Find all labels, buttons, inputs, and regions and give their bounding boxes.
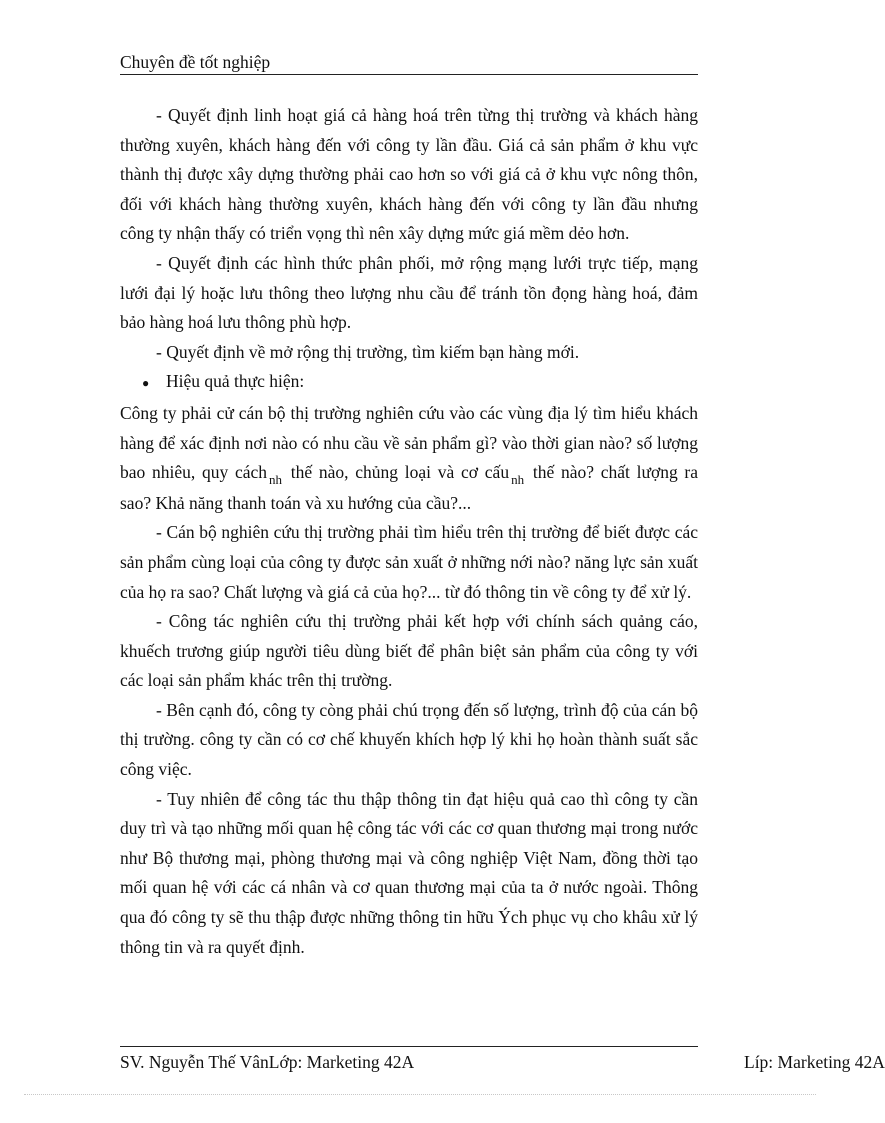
paragraph-distribution: - Quyết định các hình thức phân phối, mở rộng mạng lưới trực tiếp, mạng lưới đại lý hoặc lưu thông theo lượng nhu cầu để tránh tồn đọng hàng hoá, đảm bảo hàng hoá lưu thông phù hợp.	[120, 252, 698, 333]
bullet-label: Hiệu quả thực hiện:	[166, 371, 305, 392]
research-text-part-1: Công ty phải cử cán bộ thị trường nghiên cứu vào các vùng địa lý tìm hiểu khách hàng để xác định nơi nào có nhu cầu về sản phẩm gì? vào thời gian nào? số lượng bao nhiêu, quy cách	[120, 402, 698, 483]
footer-divider	[120, 1046, 698, 1047]
paragraph-market-expansion: - Quyết định về mở rộng thị trường, tìm kiếm bạn hàng mới.	[156, 341, 580, 362]
page-header	[120, 51, 698, 75]
header-title: Chuyên đề tốt nghiệp	[120, 52, 271, 72]
paragraph-advertising: - Công tác nghiên cứu thị trường phải kết hợp với chính sách quảng cáo, khuếch trương giúp người tiêu dùng biết để phân biệt sản phẩm của công ty với các loại sản phẩm khác trên thị trường.	[120, 611, 698, 691]
document-body	[120, 101, 698, 962]
bullet-dot-icon: ●	[142, 376, 150, 391]
research-subscript-1: nh	[269, 472, 283, 488]
paragraph-competitors: - Cán bộ nghiên cứu thị trường phải tìm hiểu trên thị trường để biết được các sản phẩm cùng loại của công ty được sản xuất ở những nới nào? năng lực sản xuất của họ ra sao? Chất lượng và giá cả của họ?... từ đó thông tin về công ty để xử lý.	[120, 522, 698, 602]
page-bottom-dotted-line	[24, 1094, 816, 1095]
footer-author: SV. Nguyễn Thế VânLớp: Marketing 42A	[120, 1052, 415, 1072]
research-text-part-2: thế nào, chủng loại và cơ cấu	[290, 462, 510, 483]
bullet-item	[120, 367, 698, 399]
paragraph-staff: - Bên cạnh đó, công ty còng phải chú trọng đến số lượng, trình độ của cán bộ thị trường. công ty cần có cơ chế khuyến khích hợp lý khi họ hoàn thành suất sắc công việc.	[120, 699, 698, 780]
research-text-part-3: thế nào? chất lượng ra sao? Khả năng thanh toán và xu hướng của cầu?...	[120, 462, 699, 513]
paragraph-pricing: - Quyết định linh hoạt giá cả hàng hoá trên từng thị trường và khách hàng thường xuyên, khách hàng đến với công ty lần đầu. Giá cả sản phẩm ở khu vực thành thị được xây dựng thường phải cao hơn so với giá cả ở khu vực nông thôn, đối với khách hàng thường xuyên, khách hàng đến với công ty lần đầu nhưng công ty nhận thấy có triển vọng thì nên xây dựng mức giá mềm dẻo hơn.	[120, 105, 698, 244]
research-subscript-2: nh	[511, 472, 525, 488]
paragraph-relations: - Tuy nhiên để công tác thu thập thông tin đạt hiệu quả cao thì công ty cần duy trì và tạo những mối quan hệ công tác với các cơ quan thương mại trong nước như Bộ thương mại, phòng thương mại và công nghiệp Việt Nam, đồng thời tạo mối quan hệ với các cá nhân và cơ quan thương mại của ta ở nước ngoài. Thông qua đó công ty sẽ thu thập được những thông tin hữu Ých phục vụ cho khâu xử lý thông tin và ra quyết định.	[120, 788, 698, 957]
paragraph-market-research	[120, 399, 698, 518]
footer-class: Líp: Marketing 42A	[744, 1052, 885, 1072]
